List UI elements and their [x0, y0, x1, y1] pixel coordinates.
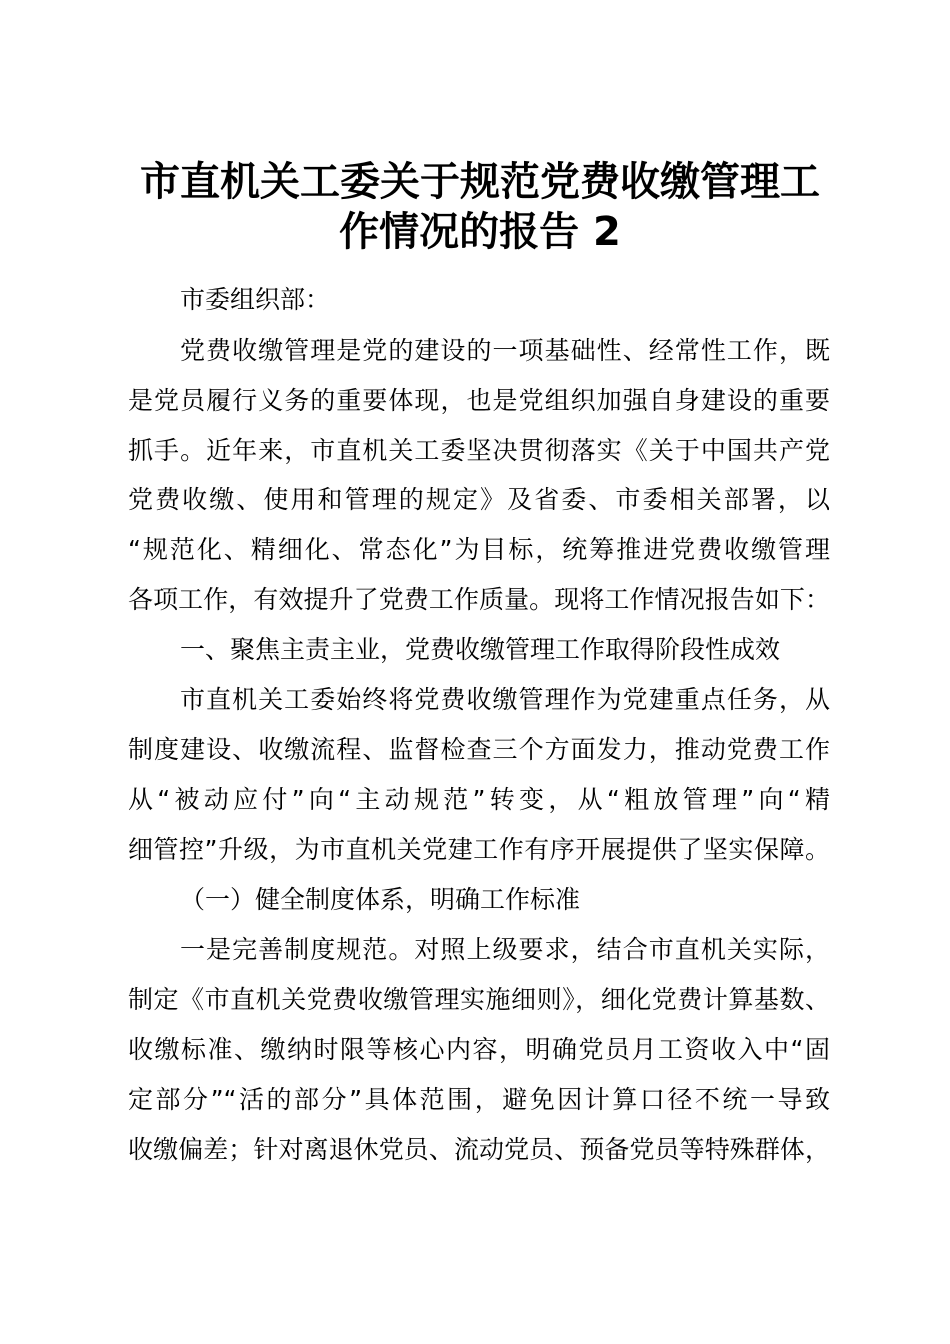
- body-text-line: 收缴标准、缴纳时限等核心内容，明确党员月工资收入中“固: [128, 1035, 830, 1064]
- document-title-line-2: 作情况的报告 2: [339, 209, 621, 255]
- body-text-line: 定部分”“活的部分”具体范围，避免因计算口径不统一导致: [128, 1085, 830, 1114]
- body-text-line: 细管控”升级，为市直机关党建工作有序开展提供了坚实保障。: [128, 835, 830, 864]
- body-text-line: 市直机关工委始终将党费收缴管理作为党建重点任务，从: [180, 685, 830, 714]
- body-text-line: 从“被动应付”向“主动规范”转变，从“粗放管理”向“精: [128, 785, 830, 814]
- body-text-line: 收缴偏差；针对离退休党员、流动党员、预备党员等特殊群体，: [128, 1135, 830, 1164]
- section-heading: （一）健全制度体系，明确工作标准: [180, 885, 581, 914]
- body-text-line: “规范化、精细化、常态化”为目标，统筹推进党费收缴管理: [128, 535, 830, 564]
- document-title-line-1: 市直机关工委关于规范党费收缴管理工: [140, 159, 820, 205]
- section-heading: 一、聚焦主责主业，党费收缴管理工作取得阶段性成效: [180, 635, 781, 664]
- body-text-line: 一是完善制度规范。对照上级要求，结合市直机关实际，: [180, 935, 830, 964]
- body-text-line: 是党员履行义务的重要体现，也是党组织加强自身建设的重要: [128, 386, 830, 415]
- body-text-line: 各项工作，有效提升了党费工作质量。现将工作情况报告如下：: [128, 585, 830, 614]
- salutation: 市委组织部：: [180, 285, 331, 314]
- body-text-line: 党费收缴管理是党的建设的一项基础性、经常性工作，既: [180, 336, 830, 365]
- body-text-line: 党费收缴、使用和管理的规定》及省委、市委相关部署，以: [128, 485, 830, 514]
- body-text-line: 抓手。近年来，市直机关工委坚决贯彻落实《关于中国共产党: [128, 436, 830, 465]
- body-text-line: 制度建设、收缴流程、监督检查三个方面发力，推动党费工作: [128, 735, 830, 764]
- body-text-line: 制定《市直机关党费收缴管理实施细则》，细化党费计算基数、: [128, 985, 830, 1014]
